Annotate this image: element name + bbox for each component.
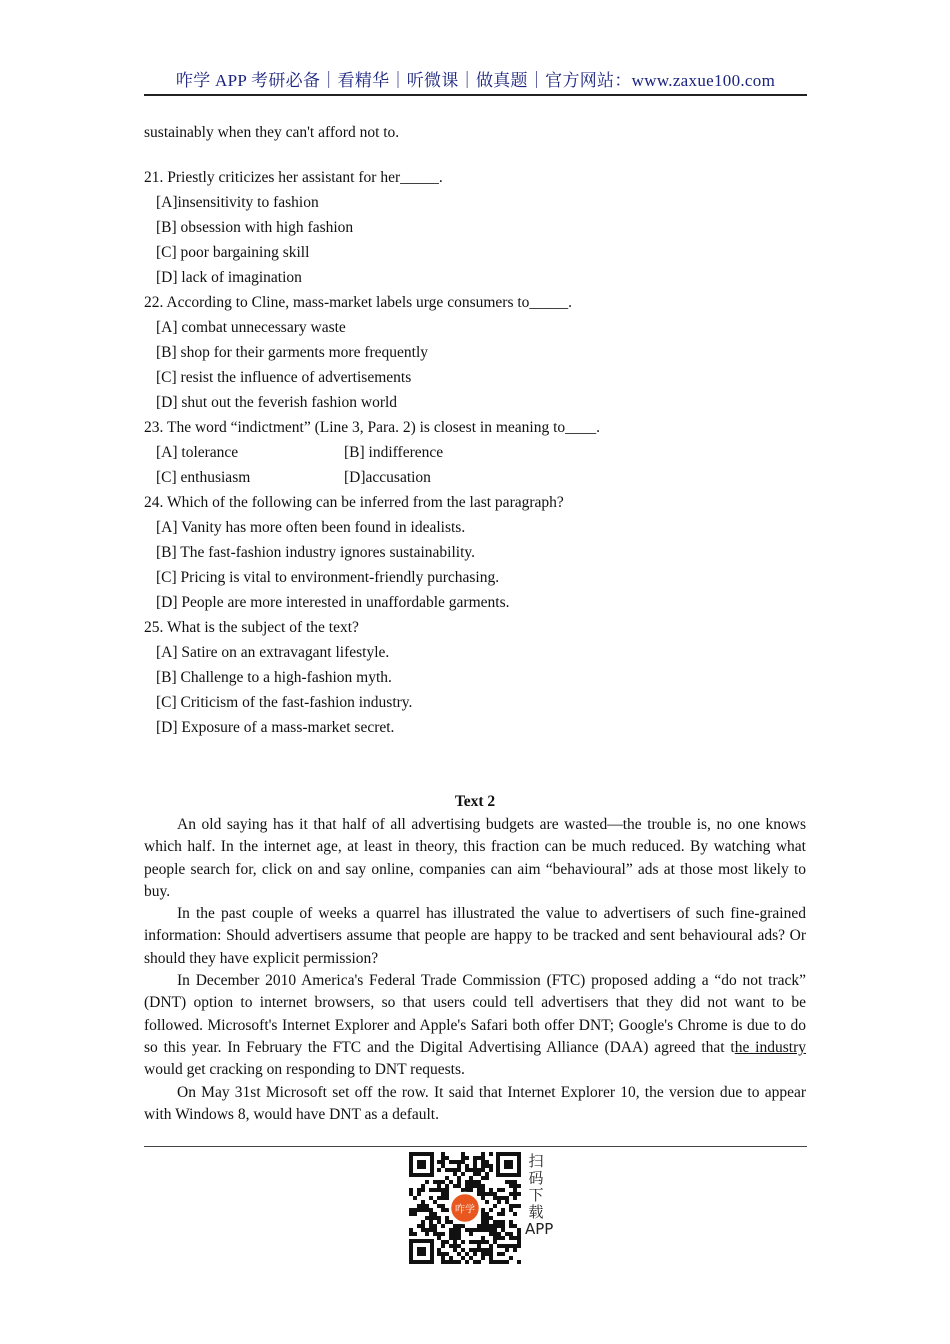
footer-divider xyxy=(144,1146,807,1147)
option-a: [A] combat unnecessary waste xyxy=(156,319,346,336)
question-25 xyxy=(144,615,806,740)
option-d: [D] Exposure of a mass-market secret. xyxy=(156,719,395,736)
option-c: [C] Criticism of the fast-fashion industry. xyxy=(156,694,413,711)
option-d: [D] lack of imagination xyxy=(156,269,302,286)
qr-logo-text: 咋学 xyxy=(455,1204,475,1216)
option-d: [D]accusation xyxy=(344,469,431,486)
option-c: [C] resist the influence of advertisements xyxy=(156,369,412,386)
paragraph-3-text-a: In December 2010 America's Federal Trade Commission (FTC) proposed adding a “do not track” (DNT) option to internet browsers, so that users could tell advertisers that they did not want to be followed. Microsoft's Internet Explorer and Apple's Safari both offer DNT; Google's Chrome is due to do so this year. In February the FTC and the Digital Advertising Alliance (DAA) agreed that t xyxy=(144,972,806,1056)
option-c: [C] enthusiasm xyxy=(156,469,251,486)
option-a: [A] Satire on an extravagant lifestyle. xyxy=(156,644,390,661)
qr-code[interactable] xyxy=(408,1151,522,1265)
option-b: [B] indifference xyxy=(344,444,444,461)
question-23 xyxy=(144,415,806,490)
option-a: [A] Vanity has more often been found in idealists. xyxy=(156,519,466,536)
option-b: [B] Challenge to a high-fashion myth. xyxy=(156,669,392,686)
qr-finder-bottom-left xyxy=(409,1239,434,1264)
qr-finder-top-right xyxy=(496,1152,521,1177)
question-stem: 25. What is the subject of the text? xyxy=(144,619,359,636)
page-header xyxy=(144,66,807,96)
question-21 xyxy=(144,165,806,290)
header-text: 咋学 APP 考研必备｜看精华｜听微课｜做真题｜官方网站：www.zaxue100.com xyxy=(175,71,776,90)
qr-download-label: 扫码下载APP xyxy=(525,1152,554,1238)
question-stem: 21. Priestly criticizes her assistant for her_____. xyxy=(144,169,443,186)
page-content xyxy=(144,120,806,1126)
option-d: [D] People are more interested in unaffordable garments. xyxy=(156,594,510,611)
text2-paragraph-3 xyxy=(144,970,806,1081)
underlined-phrase: he industry xyxy=(734,1038,806,1056)
option-b: [B] shop for their garments more frequently xyxy=(156,344,429,361)
paragraph-3-text-b: would get cracking on responding to DNT requests. xyxy=(144,1061,465,1079)
question-stem: 22. According to Cline, mass-market labels urge consumers to_____. xyxy=(144,294,573,311)
question-22 xyxy=(144,290,806,415)
text2-paragraph-2: In the past couple of weeks a quarrel has illustrated the value to advertisers of such fine-grained information: Should advertisers assume that people are happy to be tracked and sent behavioural ads? Or should they have explicit permission? xyxy=(144,905,806,967)
intro-line: sustainably when they can't afford not to. xyxy=(144,124,400,141)
text2-paragraph-1: An old saying has it that half of all advertising budgets are wasted—the trouble is, no one knows which half. In the internet age, at least in theory, this fraction can be much reduced. By watching what people search for, click on and say online, companies can aim “behavioural” ads at those most likely to buy. xyxy=(144,816,806,900)
qr-finder-top-left xyxy=(409,1152,434,1177)
text2-title: Text 2 xyxy=(454,793,496,810)
option-c: [C] poor bargaining skill xyxy=(156,244,310,261)
option-d: [D] shut out the feverish fashion world xyxy=(156,394,398,411)
option-b: [B] obsession with high fashion xyxy=(156,219,354,236)
option-a: [A]insensitivity to fashion xyxy=(156,194,319,211)
option-b: [B] The fast-fashion industry ignores sustainability. xyxy=(156,544,475,561)
option-a: [A] tolerance xyxy=(156,444,239,461)
question-stem: 23. The word “indictment” (Line 3, Para. 2) is closest in meaning to____. xyxy=(144,419,601,436)
question-stem: 24. Which of the following can be inferred from the last paragraph? xyxy=(144,494,564,511)
question-24 xyxy=(144,490,806,615)
option-c: [C] Pricing is vital to environment-friendly purchasing. xyxy=(156,569,500,586)
text2-paragraph-4: On May 31st Microsoft set off the row. It said that Internet Explorer 10, the version due to appear with Windows 8, would have DNT as a default. xyxy=(144,1083,806,1123)
